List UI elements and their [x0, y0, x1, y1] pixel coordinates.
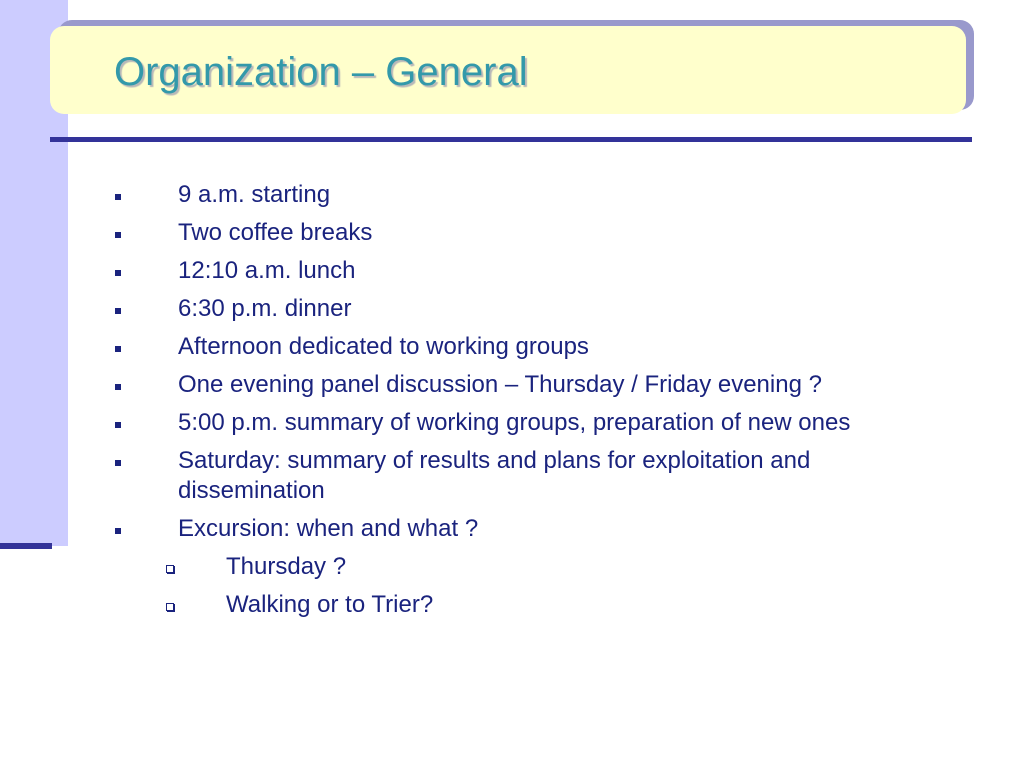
bullet-text: 5:00 p.m. summary of working groups, preparation of new ones: [178, 409, 851, 436]
bullet-item: [110, 256, 960, 286]
sub-bullet-list: [178, 552, 960, 620]
bullet-text: 6:30 p.m. dinner: [178, 295, 352, 322]
bullet-item: [110, 446, 960, 506]
bullet-text: Two coffee breaks: [178, 219, 373, 246]
side-accent-bar: [0, 543, 52, 549]
bullet-item: [110, 370, 960, 400]
square-bullet-icon: [115, 346, 121, 352]
bullet-item: [110, 408, 960, 438]
sub-bullet-text: Walking or to Trier?: [226, 591, 434, 618]
bullet-text: One evening panel discussion – Thursday / Friday evening ?: [178, 371, 822, 398]
bullet-item: [110, 294, 960, 324]
square-bullet-icon: [115, 270, 121, 276]
bullet-text: 9 a.m. starting: [178, 181, 331, 208]
sub-bullet-item: [158, 552, 960, 582]
sub-bullet-item: [158, 590, 960, 620]
square-bullet-icon: [115, 528, 121, 534]
bullet-text: Saturday: summary of results and plans for exploitation and dissemination: [178, 447, 811, 504]
hollow-square-bullet-icon: [166, 565, 174, 573]
sub-bullet-text: Thursday ?: [226, 553, 347, 580]
bullet-text: Afternoon dedicated to working groups: [178, 333, 589, 360]
bullet-text: Excursion: when and what ?: [178, 515, 479, 542]
square-bullet-icon: [115, 384, 121, 390]
bullet-list: [110, 180, 960, 628]
square-bullet-icon: [115, 460, 121, 466]
title-underline-rule: [50, 137, 972, 142]
square-bullet-icon: [115, 232, 121, 238]
slide-title: Organization – General: [114, 50, 528, 94]
hollow-square-bullet-icon: [166, 603, 174, 611]
title-box: [50, 26, 966, 114]
bullet-item: [110, 514, 960, 620]
bullet-item: [110, 218, 960, 248]
square-bullet-icon: [115, 308, 121, 314]
bullet-item: [110, 332, 960, 362]
bullet-item: [110, 180, 960, 210]
square-bullet-icon: [115, 194, 121, 200]
bullet-text: 12:10 a.m. lunch: [178, 257, 356, 284]
square-bullet-icon: [115, 422, 121, 428]
